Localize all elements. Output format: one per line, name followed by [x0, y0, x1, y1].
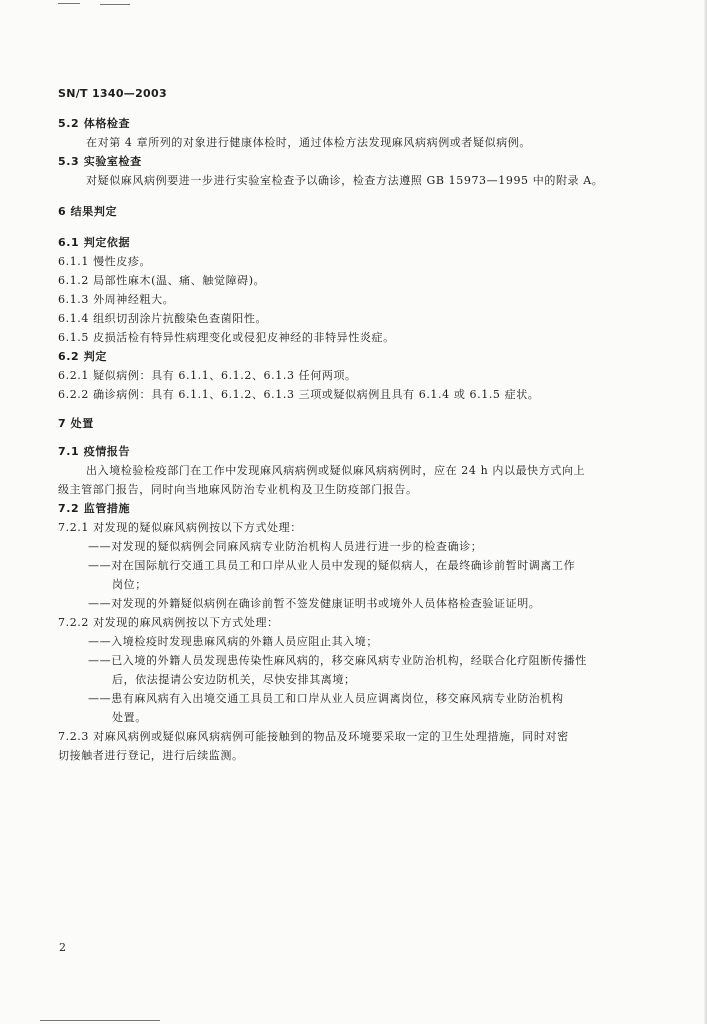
clause-line: 6.1.2 局部性麻木(温、痛、触觉障碍)。 [58, 274, 266, 287]
list-item: ——对在国际航行交通工具员工和口岸从业人员中发现的疑似病人，在最终确诊前暂时调离工作 [88, 559, 576, 572]
list-item: ——对发现的外籍疑似病例在确诊前暂不签发健康证明书或境外人员体格检查验证证明。 [88, 597, 541, 610]
paragraph-line: 在对第 4 章所列的对象进行健康体检时，通过体检方法发现麻风病病例或者疑似病例。 [86, 136, 531, 149]
standard-number: SN/T 1340—2003 [58, 87, 167, 100]
section-heading: 5.2 体格检查 [58, 117, 131, 130]
section-heading: 7.1 疫情报告 [58, 445, 131, 458]
scan-artifact [40, 1020, 160, 1021]
clause-line: 6.2.2 确诊病例：具有 6.1.1、6.1.2、6.1.3 三项或疑似病例且具有 6.1.4 或 6.1.5 症状。 [58, 388, 540, 401]
chapter-heading: 7 处置 [58, 417, 94, 430]
paragraph-line: 对疑似麻风病例要进一步进行实验室检查予以确诊，检查方法遵照 GB 15973—1995 中的附录 A。 [86, 174, 604, 187]
clause-line: 7.2.2 对发现的麻风病例按以下方式处理： [58, 616, 279, 629]
clause-line: 6.2.1 疑似病例：具有 6.1.1、6.1.2、6.1.3 任何两项。 [58, 369, 357, 382]
list-item: ——已入境的外籍人员发现患传染性麻风病的，移交麻风病专业防治机构，经联合化疗阻断传播性 [88, 654, 587, 667]
clause-line: 6.1.3 外周神经粗大。 [58, 293, 175, 306]
list-item: ——患有麻风病有入出境交通工具员工和口岸从业人员应调离岗位，移交麻风病专业防治机构 [88, 692, 564, 705]
section-heading: 7.2 监管措施 [58, 502, 131, 515]
clause-line: 6.1.5 皮损活检有特异性病理变化或侵犯皮神经的非特异性炎症。 [58, 331, 395, 344]
list-item-continuation: 后，依法提请公安边防机关，尽快安排其离境； [112, 673, 356, 686]
list-item-continuation: 处置。 [112, 711, 147, 724]
list-item: ——对发现的疑似病例会同麻风病专业防治机构人员进行进一步的检查确诊； [88, 540, 483, 553]
page-number: 2 [59, 941, 66, 954]
list-item-continuation: 岗位； [112, 578, 147, 591]
section-heading: 5.3 实验室检查 [58, 155, 142, 168]
chapter-heading: 6 结果判定 [58, 205, 118, 218]
scan-artifact [100, 4, 130, 5]
section-heading: 6.2 判定 [58, 350, 107, 363]
list-item: ——入境检疫时发现患麻风病的外籍人员应阻止其入境； [88, 635, 378, 648]
clause-line: 7.2.1 对发现的疑似麻风病例按以下方式处理： [58, 521, 302, 534]
section-heading: 6.1 判定依据 [58, 236, 131, 249]
paragraph-line: 出入境检验检疫部门在工作中发现麻风病病例或疑似麻风病病例时，应在 24 h 内以最快方式向上 [86, 464, 586, 477]
clause-line: 6.1.4 组织切刮涂片抗酸染色查菌阳性。 [58, 312, 268, 325]
clause-line: 7.2.3 对麻风病例或疑似麻风病病例可能接触到的物品及环境要采取一定的卫生处理措施，同时对密 [58, 730, 569, 743]
scan-artifact [58, 3, 80, 4]
paragraph-line: 级主管部门报告，同时向当地麻风防治专业机构及卫生防疫部门报告。 [58, 483, 418, 496]
paragraph-line: 切接触者进行登记，进行后续监测。 [58, 749, 244, 762]
clause-line: 6.1.1 慢性皮疹。 [58, 255, 152, 268]
